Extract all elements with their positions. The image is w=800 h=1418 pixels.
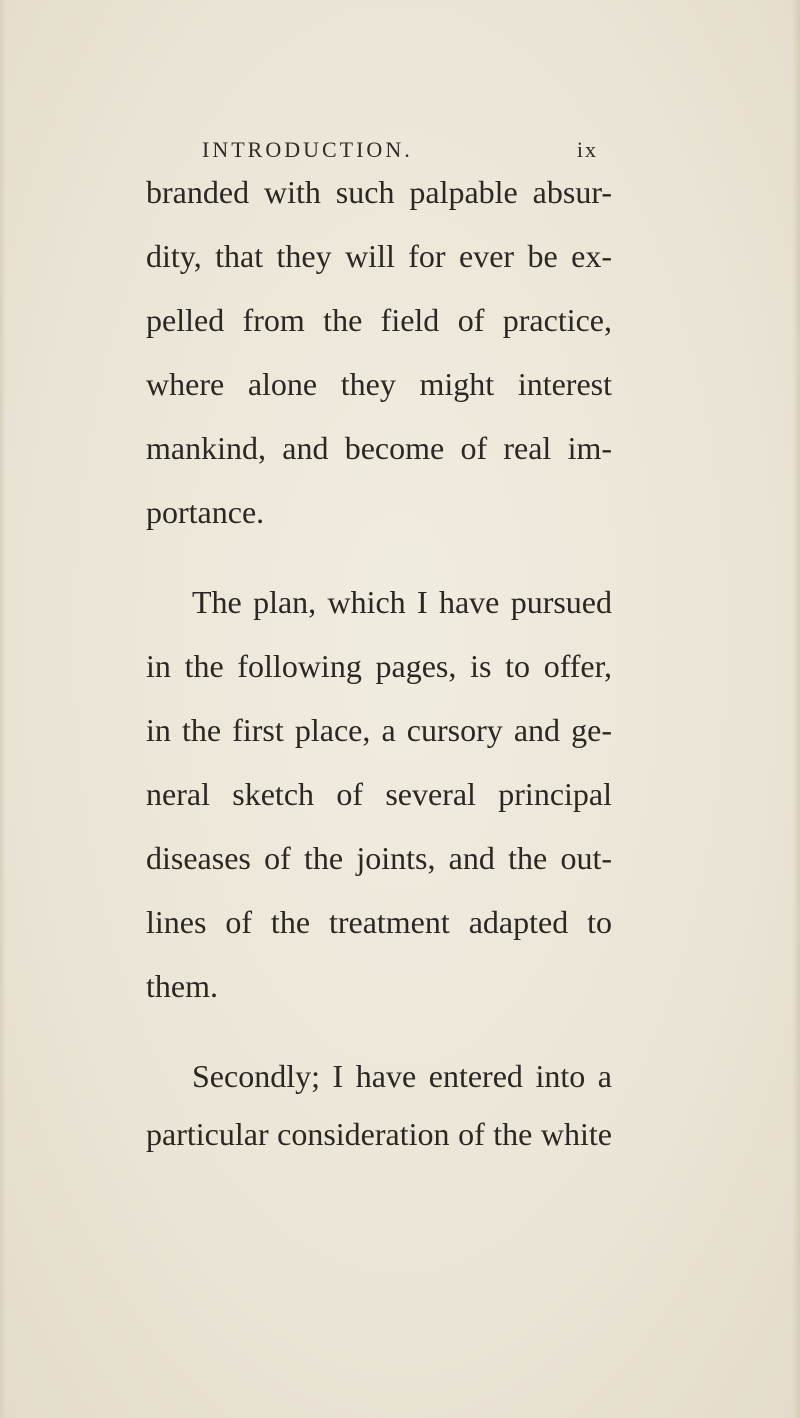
- text-line: Secondly; I have entered into a: [192, 1058, 612, 1094]
- text-line: them.: [146, 968, 218, 1004]
- text-line: in the following pages, is to offer,: [146, 648, 612, 684]
- text-line: lines of the treatment adapted to: [146, 904, 612, 940]
- text-line: The plan, which I have pursued: [192, 584, 612, 620]
- text-line: mankind, and become of real im-: [146, 430, 612, 466]
- text-line: neral sketch of several principal: [146, 776, 612, 812]
- text-line: particular consideration of the white: [146, 1116, 612, 1152]
- text-line: dity, that they will for ever be ex-: [146, 238, 612, 274]
- text-line: pelled from the field of practice,: [146, 302, 612, 338]
- text-line: where alone they might interest: [146, 366, 612, 402]
- page-number: ix: [576, 137, 598, 162]
- text-line: diseases of the joints, and the out-: [146, 840, 612, 876]
- running-head: INTRODUCTION.: [202, 137, 413, 162]
- text-line: branded with such palpable absur-: [146, 174, 612, 210]
- text-line: portance.: [146, 494, 265, 530]
- text-line: in the first place, a cursory and ge-: [146, 712, 612, 748]
